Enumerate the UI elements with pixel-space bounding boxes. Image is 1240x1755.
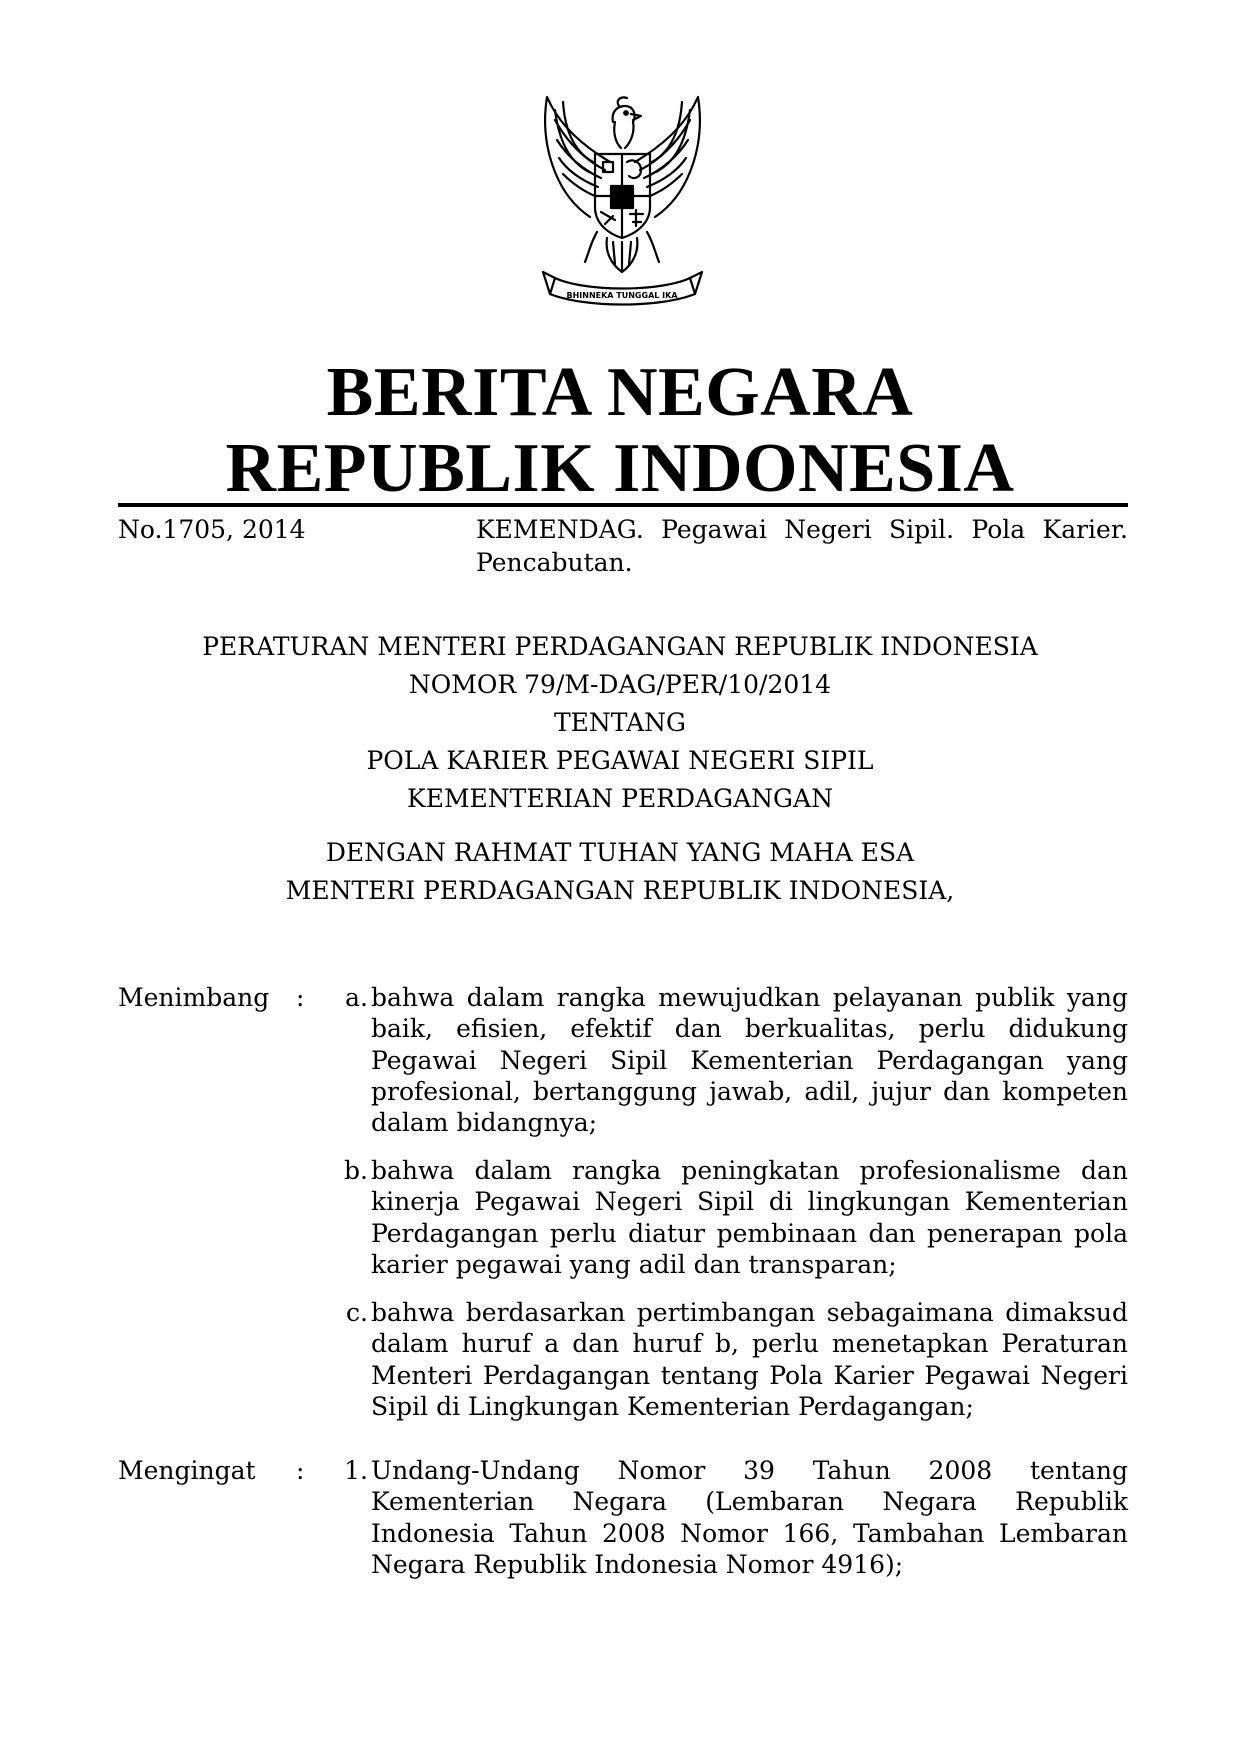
gazette-number: No.1705, 2014 — [118, 515, 306, 544]
heading-line-2: NOMOR 79/M-DAG/PER/10/2014 — [408, 670, 832, 699]
emblem-motto: BHINNEKA TUNGGAL IKA — [566, 291, 678, 300]
item-marker: c. — [346, 1298, 368, 1327]
gazette-topic: KEMENDAG. Pegawai Negeri Sipil. Pola Karier. Pencabutan. — [476, 515, 1128, 577]
masthead-line-2: REPUBLIK INDONESIA — [225, 430, 1015, 507]
item-marker: 1. — [344, 1456, 368, 1485]
regulation-heading — [0, 628, 1240, 910]
heading-line-1: PERATURAN MENTERI PERDAGANGAN REPUBLIK INDONESIA — [202, 632, 1038, 661]
menimbang-item-a: bahwa dalam rangka mewujudkan pelayanan publik yang baik, efisien, efektif dan berkualitas, perlu didukung Pegawai Negeri Sipil Kementerian Perdagangan yang profesional, bertanggung jawab, adil, jujur dan kompeten dalam bidangnya; — [371, 983, 1128, 1138]
mengingat-colon: : — [296, 1456, 305, 1485]
masthead-rule — [118, 503, 1128, 507]
menimbang-item-b: bahwa dalam rangka peningkatan profesionalisme dan kinerja Pegawai Negeri Sipil di lingkungan Kementerian Perdagangan perlu diatur pembinaan dan penerapan pola karier pegawai yang adil dan transparan; — [371, 1156, 1128, 1279]
masthead-line-1: BERITA NEGARA — [326, 354, 914, 431]
heading-line-3: TENTANG — [553, 708, 686, 737]
garuda-emblem — [515, 92, 730, 317]
heading-line-4: POLA KARIER PEGAWAI NEGERI SIPIL — [366, 746, 874, 775]
mengingat-label: Mengingat — [118, 1456, 256, 1485]
heading-line-5: KEMENTERIAN PERDAGANGAN — [407, 784, 833, 813]
item-marker: b. — [344, 1156, 368, 1185]
masthead — [0, 355, 1240, 507]
heading-line-6: DENGAN RAHMAT TUHAN YANG MAHA ESA — [325, 838, 915, 867]
item-marker: a. — [345, 983, 368, 1012]
menimbang-item-c: bahwa berdasarkan pertimbangan sebagaimana dimaksud dalam huruf a dan huruf b, perlu menetapkan Peraturan Menteri Perdagangan tentang Pola Karier Pegawai Negeri Sipil di Lingkungan Kementerian Perdagangan; — [371, 1298, 1128, 1421]
heading-line-7: MENTERI PERDAGANGAN REPUBLIK INDONESIA, — [285, 876, 955, 905]
mengingat-item-1: Undang-Undang Nomor 39 Tahun 2008 tentang Kementerian Negara (Lembaran Negara Republik Indonesia Tahun 2008 Nomor 166, Tambahan Lembaran Negara Republik Indonesia Nomor 4916); — [371, 1456, 1128, 1579]
menimbang-label: Menimbang — [118, 983, 270, 1012]
menimbang-colon: : — [296, 983, 305, 1012]
heading-gap — [0, 818, 1240, 834]
